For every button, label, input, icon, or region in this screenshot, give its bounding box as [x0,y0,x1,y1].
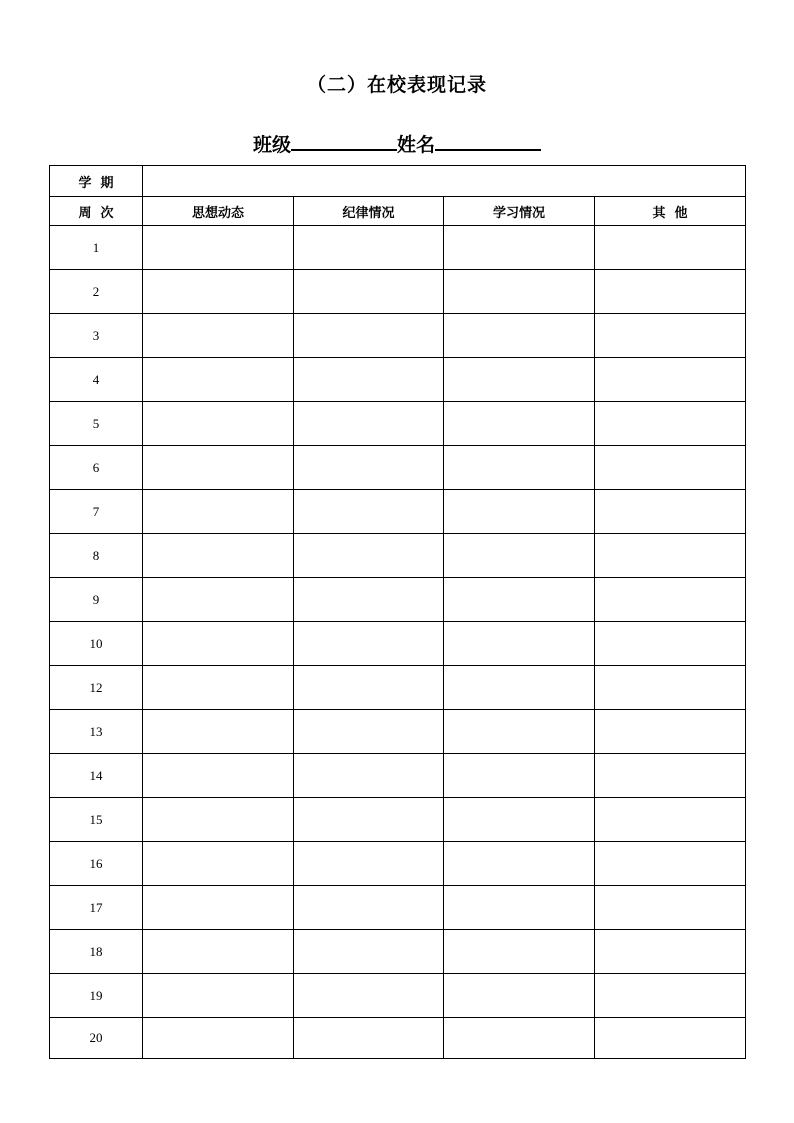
table-row [50,710,746,754]
discipline-cell[interactable] [294,1018,444,1059]
table-row [50,666,746,710]
table-row [50,402,746,446]
discipline-cell[interactable] [294,534,444,578]
column-header-row [50,197,746,226]
other-cell[interactable] [595,358,746,402]
week-number: 3 [50,314,143,358]
table-row [50,1018,746,1059]
discipline-cell[interactable] [294,666,444,710]
study-cell[interactable] [444,314,595,358]
study-cell[interactable] [444,930,595,974]
week-number: 4 [50,358,143,402]
other-cell[interactable] [595,270,746,314]
other-cell[interactable] [595,1018,746,1059]
table-row [50,490,746,534]
record-table [49,165,746,1059]
discipline-cell[interactable] [294,446,444,490]
study-cell[interactable] [444,534,595,578]
thought-cell[interactable] [143,886,294,930]
table-row [50,446,746,490]
table-row [50,798,746,842]
thought-cell[interactable] [143,226,294,270]
column-header-thought: 思想动态 [143,197,294,226]
week-number: 10 [50,622,143,666]
table-row [50,534,746,578]
study-cell[interactable] [444,622,595,666]
other-cell[interactable] [595,578,746,622]
week-number: 7 [50,490,143,534]
study-cell[interactable] [444,446,595,490]
study-cell[interactable] [444,226,595,270]
thought-cell[interactable] [143,270,294,314]
other-cell[interactable] [595,710,746,754]
thought-cell[interactable] [143,666,294,710]
thought-cell[interactable] [143,402,294,446]
week-number: 15 [50,798,143,842]
study-cell[interactable] [444,1018,595,1059]
page-title: （二）在校表现记录 [306,74,487,96]
other-cell[interactable] [595,226,746,270]
thought-cell[interactable] [143,842,294,886]
study-cell[interactable] [444,798,595,842]
table-row [50,754,746,798]
week-number: 14 [50,754,143,798]
discipline-cell[interactable] [294,798,444,842]
study-cell[interactable] [444,710,595,754]
table-row [50,270,746,314]
discipline-cell[interactable] [294,886,444,930]
semester-value-cell[interactable] [143,166,746,197]
study-cell[interactable] [444,754,595,798]
table-row [50,842,746,886]
other-cell[interactable] [595,402,746,446]
week-number: 8 [50,534,143,578]
table-row [50,578,746,622]
thought-cell[interactable] [143,446,294,490]
thought-cell[interactable] [143,754,294,798]
week-number: 6 [50,446,143,490]
class-blank-field[interactable] [291,133,397,151]
thought-cell[interactable] [143,930,294,974]
table-row [50,226,746,270]
discipline-cell[interactable] [294,974,444,1018]
other-cell[interactable] [595,446,746,490]
discipline-cell[interactable] [294,490,444,534]
other-cell[interactable] [595,754,746,798]
other-cell[interactable] [595,886,746,930]
student-info-line [0,130,794,157]
column-header-week: 周 次 [50,197,143,226]
name-blank-field[interactable] [435,133,541,151]
thought-cell[interactable] [143,578,294,622]
other-cell[interactable] [595,622,746,666]
thought-cell[interactable] [143,1018,294,1059]
table-row [50,314,746,358]
table-row [50,622,746,666]
discipline-cell[interactable] [294,358,444,402]
discipline-cell[interactable] [294,226,444,270]
other-cell[interactable] [595,666,746,710]
thought-cell[interactable] [143,534,294,578]
column-header-other: 其 他 [595,197,746,226]
other-cell[interactable] [595,798,746,842]
table-row [50,930,746,974]
other-cell[interactable] [595,534,746,578]
week-number: 16 [50,842,143,886]
week-number: 19 [50,974,143,1018]
discipline-cell[interactable] [294,578,444,622]
column-header-discipline: 纪律情况 [294,197,444,226]
semester-label: 学 期 [50,166,143,197]
discipline-cell[interactable] [294,622,444,666]
table-row [50,974,746,1018]
discipline-cell[interactable] [294,710,444,754]
week-number: 1 [50,226,143,270]
thought-cell[interactable] [143,710,294,754]
class-label: 班级 [252,134,291,156]
thought-cell[interactable] [143,314,294,358]
discipline-cell[interactable] [294,842,444,886]
other-cell[interactable] [595,314,746,358]
week-number: 5 [50,402,143,446]
discipline-cell[interactable] [294,270,444,314]
thought-cell[interactable] [143,622,294,666]
other-cell[interactable] [595,930,746,974]
column-header-study: 学习情况 [444,197,595,226]
week-number: 18 [50,930,143,974]
discipline-cell[interactable] [294,930,444,974]
thought-cell[interactable] [143,798,294,842]
week-number: 20 [50,1018,143,1059]
study-cell[interactable] [444,666,595,710]
week-number: 13 [50,710,143,754]
study-cell[interactable] [444,270,595,314]
thought-cell[interactable] [143,974,294,1018]
week-number: 9 [50,578,143,622]
study-cell[interactable] [444,974,595,1018]
table-row [50,358,746,402]
table-row [50,886,746,930]
study-cell[interactable] [444,578,595,622]
study-cell[interactable] [444,886,595,930]
other-cell[interactable] [595,842,746,886]
other-cell[interactable] [595,490,746,534]
semester-row [50,166,746,197]
discipline-cell[interactable] [294,402,444,446]
study-cell[interactable] [444,842,595,886]
discipline-cell[interactable] [294,314,444,358]
study-cell[interactable] [444,358,595,402]
other-cell[interactable] [595,974,746,1018]
thought-cell[interactable] [143,490,294,534]
name-label: 姓名 [397,134,436,156]
thought-cell[interactable] [143,358,294,402]
week-number: 12 [50,666,143,710]
week-number: 17 [50,886,143,930]
discipline-cell[interactable] [294,754,444,798]
study-cell[interactable] [444,402,595,446]
study-cell[interactable] [444,490,595,534]
week-number: 2 [50,270,143,314]
